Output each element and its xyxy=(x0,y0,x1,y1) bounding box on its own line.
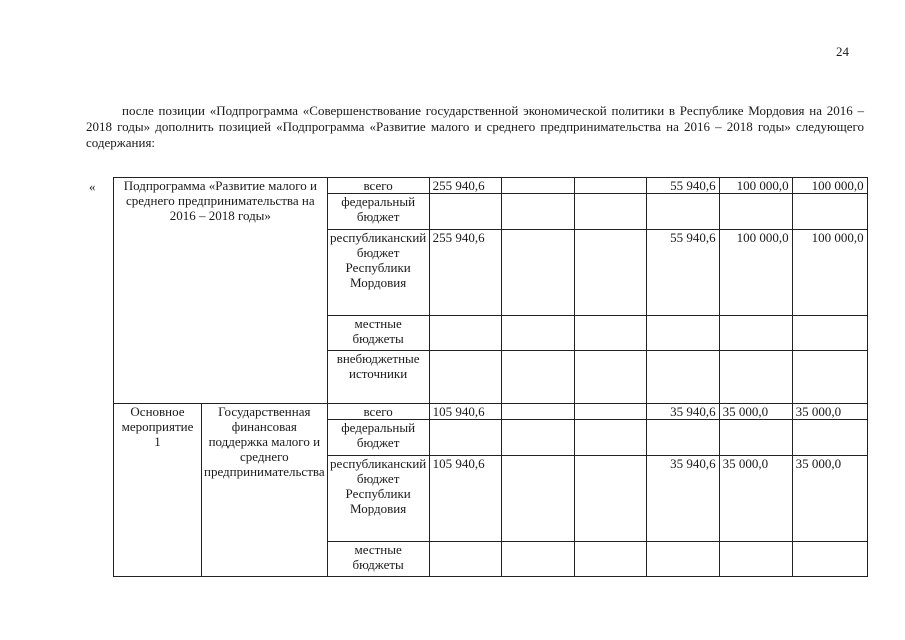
total-cell: 255 940,6 xyxy=(429,178,501,194)
year-2016-cell: 35 940,6 xyxy=(646,456,719,542)
year-2016-cell xyxy=(646,542,719,577)
total-cell: 255 940,6 xyxy=(429,230,501,316)
value-cell xyxy=(501,194,574,230)
year-2016-cell xyxy=(646,194,719,230)
year-2016-cell: 55 940,6 xyxy=(646,178,719,194)
value-cell xyxy=(574,316,646,351)
year-2017-cell: 35 000,0 xyxy=(719,404,792,420)
value-cell xyxy=(501,542,574,577)
year-2017-cell xyxy=(719,542,792,577)
value-cell xyxy=(501,456,574,542)
activity-label: Основное мероприятие 1 xyxy=(114,404,202,577)
year-2016-cell xyxy=(646,420,719,456)
year-2016-cell xyxy=(646,316,719,351)
year-2018-cell: 100 000,0 xyxy=(792,178,867,194)
total-cell xyxy=(429,194,501,230)
value-cell xyxy=(501,420,574,456)
value-cell xyxy=(501,316,574,351)
total-cell xyxy=(429,316,501,351)
value-cell xyxy=(501,178,574,194)
activity-name: Государственная финансовая поддержка малого и среднего предпринимательства xyxy=(202,404,328,577)
total-cell: 105 940,6 xyxy=(429,404,501,420)
year-2017-cell xyxy=(719,420,792,456)
source-cell: местные бюджеты xyxy=(327,542,429,577)
year-2017-cell: 35 000,0 xyxy=(719,456,792,542)
opening-quote: « xyxy=(89,179,96,194)
page-number: 24 xyxy=(836,44,849,59)
year-2017-cell xyxy=(719,351,792,404)
value-cell xyxy=(574,404,646,420)
total-cell: 105 940,6 xyxy=(429,456,501,542)
year-2017-cell xyxy=(719,194,792,230)
year-2018-cell: 100 000,0 xyxy=(792,230,867,316)
year-2018-cell xyxy=(792,316,867,351)
year-2018-cell: 35 000,0 xyxy=(792,456,867,542)
intro-paragraph: после позиции «Подпрограмма «Совершенствование государственной экономической политики в Республике Мордовия на 2016 – 2018 годы» дополнить позицией «Подпрограмма «Развитие малого и среднего предпринимательства на 2016 – 2018 годы» следующего содержания: xyxy=(86,103,864,150)
total-cell xyxy=(429,420,501,456)
value-cell xyxy=(574,542,646,577)
source-cell: всего xyxy=(327,404,429,420)
year-2016-cell: 35 940,6 xyxy=(646,404,719,420)
source-cell: республиканский бюджет Республики Мордовия xyxy=(327,230,429,316)
subprogram-title: Подпрограмма «Развитие малого и среднего предпринимательства на 2016 – 2018 годы» xyxy=(114,178,328,404)
source-cell: местные бюджеты xyxy=(327,316,429,351)
year-2016-cell: 55 940,6 xyxy=(646,230,719,316)
source-cell: федеральный бюджет xyxy=(327,420,429,456)
source-cell: всего xyxy=(327,178,429,194)
year-2018-cell: 35 000,0 xyxy=(792,404,867,420)
funding-table xyxy=(113,177,868,577)
source-cell: федеральный бюджет xyxy=(327,194,429,230)
total-cell xyxy=(429,542,501,577)
year-2018-cell xyxy=(792,542,867,577)
value-cell xyxy=(574,230,646,316)
value-cell xyxy=(574,351,646,404)
year-2016-cell xyxy=(646,351,719,404)
value-cell xyxy=(574,178,646,194)
year-2018-cell xyxy=(792,420,867,456)
year-2018-cell xyxy=(792,351,867,404)
value-cell xyxy=(574,194,646,230)
total-cell xyxy=(429,351,501,404)
table-row xyxy=(114,404,868,420)
table-row xyxy=(114,178,868,194)
source-cell: внебюджетные источники xyxy=(327,351,429,404)
source-cell: республиканский бюджет Республики Мордовия xyxy=(327,456,429,542)
value-cell xyxy=(574,420,646,456)
year-2017-cell: 100 000,0 xyxy=(719,178,792,194)
value-cell xyxy=(501,351,574,404)
year-2017-cell: 100 000,0 xyxy=(719,230,792,316)
year-2018-cell xyxy=(792,194,867,230)
value-cell xyxy=(501,230,574,316)
value-cell xyxy=(501,404,574,420)
year-2017-cell xyxy=(719,316,792,351)
value-cell xyxy=(574,456,646,542)
